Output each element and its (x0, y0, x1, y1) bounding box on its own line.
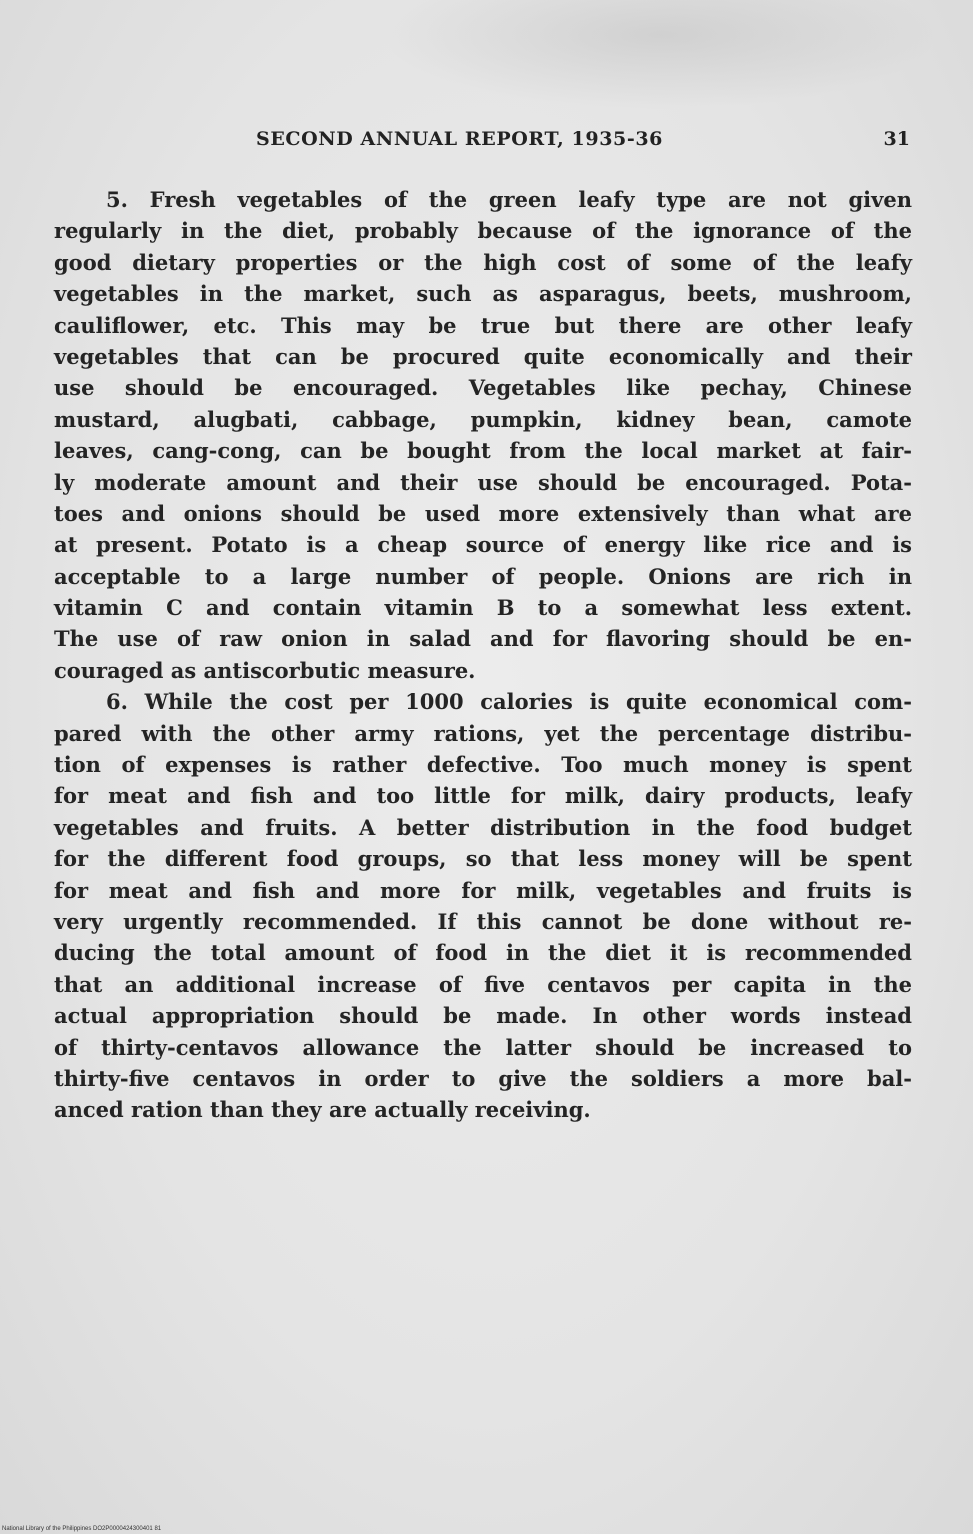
text-line: that an additional increase of five centavos per capita in the (54, 971, 912, 997)
text-line: for the different food groups, so that less money will be spent (54, 846, 912, 872)
paragraph-6 (54, 686, 912, 1125)
text-line: use should be encouraged. Vegetables like pechay, Chinese (54, 375, 912, 401)
footer-credit: National Library of the Philippines DO2P0000424300401 81 (2, 1526, 162, 1532)
text-line: at present. Potato is a cheap source of energy like rice and is (54, 532, 912, 558)
text-line: very urgently recommended. If this cannot be done without re- (54, 908, 912, 934)
text-line: of thirty-centavos allowance the latter should be increased to (54, 1034, 912, 1060)
text-line: couraged as antiscorbutic measure. (54, 657, 476, 683)
paragraph-5 (54, 184, 912, 686)
text-line: toes and onions should be used more extensively than what are (54, 500, 912, 526)
text-line: 5. Fresh vegetables of the green leafy type are not given (106, 187, 912, 212)
text-line: anced ration than they are actually receiving. (54, 1097, 591, 1123)
text-line: thirty-five centavos in order to give the soldiers a more bal- (54, 1065, 912, 1091)
text-line: vitamin C and contain vitamin B to a somewhat less extent. (54, 595, 912, 621)
text-line: 6. While the cost per 1000 calories is quite economical com- (106, 689, 912, 715)
page-header (60, 128, 910, 158)
running-title: SECOND ANNUAL REPORT, 1935-36 (256, 128, 663, 150)
text-line: tion of expenses is rather defective. Too much money is spent (54, 752, 912, 778)
text-line: ly moderate amount and their use should be encouraged. Pota- (54, 469, 912, 495)
text-line: cauliflower, etc. This may be true but there are other leafy (54, 312, 912, 338)
text-line: good dietary properties or the high cost of some of the leafy (54, 249, 912, 275)
text-line: actual appropriation should be made. In other words instead (54, 1003, 912, 1029)
text-line: regularly in the diet, probably because of the ignorance of the (54, 218, 912, 244)
text-line: ducing the total amount of food in the diet it is recommended (54, 940, 912, 966)
text-line: acceptable to a large number of people. Onions are rich in (54, 563, 912, 589)
body-text (54, 184, 912, 1126)
text-line: pared with the other army rations, yet the percentage distribu- (54, 720, 912, 746)
text-line: vegetables and fruits. A better distribution in the food budget (54, 814, 912, 840)
text-line: for meat and fish and more for milk, vegetables and fruits is (54, 877, 912, 903)
text-line: vegetables in the market, such as asparagus, beets, mushroom, (54, 281, 912, 307)
scan-shadow (380, 0, 940, 110)
text-line: mustard, alugbati, cabbage, pumpkin, kidney bean, camote (54, 406, 912, 432)
text-line: The use of raw onion in salad and for flavoring should be en- (54, 626, 912, 652)
text-line: for meat and fish and too little for milk, dairy products, leafy (54, 783, 912, 809)
text-line: vegetables that can be procured quite economically and their (54, 343, 912, 369)
page-number: 31 (883, 128, 910, 150)
text-line: leaves, cang-cong, can be bought from the local market at fair- (54, 438, 912, 464)
